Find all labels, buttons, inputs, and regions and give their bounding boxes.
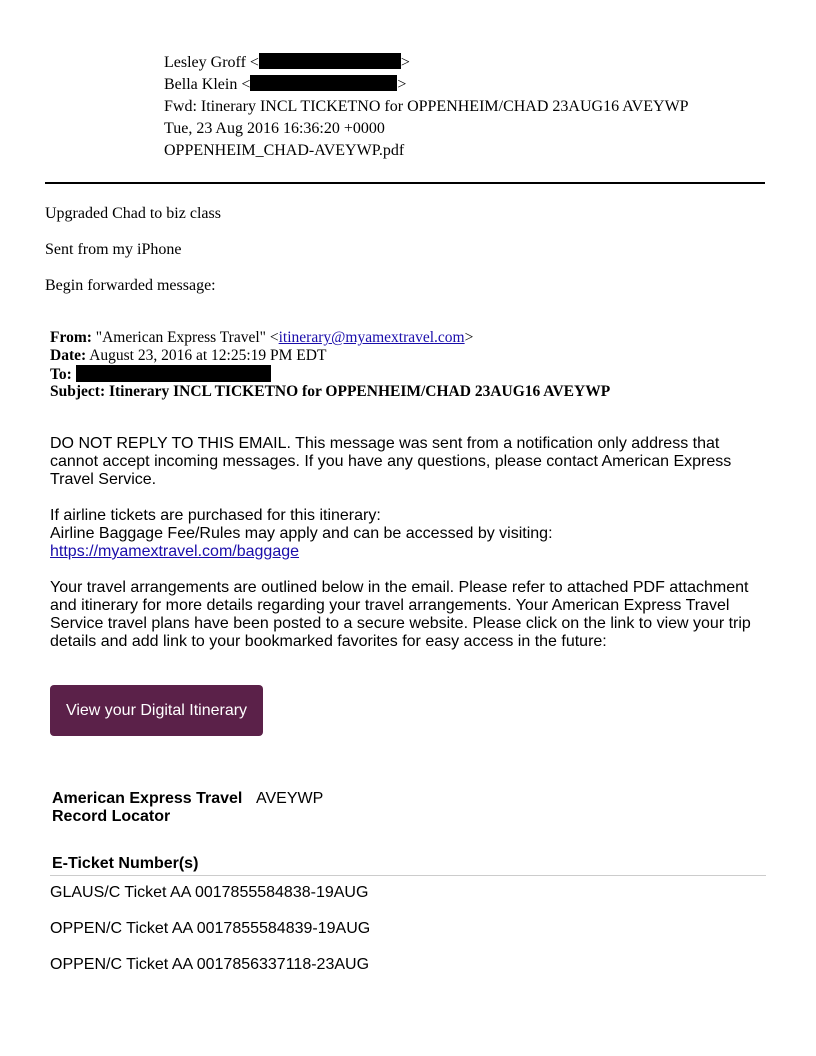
fwd-from-row <box>50 329 473 347</box>
eticket-divider <box>50 875 766 876</box>
header-divider <box>45 182 765 184</box>
arrangements-paragraph <box>50 579 770 651</box>
fwd-to-label: To: <box>50 366 72 383</box>
body-note: Upgraded Chad to biz class <box>45 205 221 222</box>
view-digital-itinerary-button[interactable]: View your Digital Itinerary <box>50 685 263 736</box>
record-locator-label-line-2: Record Locator <box>52 808 171 825</box>
ticket-row: GLAUS/C Ticket AA 0017855584838-19AUG <box>50 884 369 901</box>
date-value: Tue, 23 Aug 2016 16:36:20 +0000 <box>164 120 385 137</box>
baggage-link[interactable]: https://myamextravel.com/baggage <box>50 543 300 560</box>
attachment-file[interactable]: OPPENHEIM_CHAD-AVEYWP.pdf <box>164 142 405 159</box>
eticket-heading: E-Ticket Number(s) <box>52 855 199 872</box>
body-signature: Sent from my iPhone <box>45 241 182 258</box>
to-end-bracket: > <box>397 76 407 93</box>
from-value <box>164 53 410 73</box>
arrangements-text: Your travel arrangements are outlined below in the email. Please refer to attached PDF attachment and itinerary for more details regarding your travel arrangements. Your American Express Travel Service travel plans have been posted to a secure website. Please click on the link to view your trip details and add link to your bookmarked favorites for easy access in the future: <box>50 579 751 650</box>
ticket-row: OPPEN/C Ticket AA 0017855584839-19AUG <box>50 920 371 937</box>
fwd-from-name: "American Express Travel" < <box>95 329 279 346</box>
fwd-from-end-bracket: > <box>464 329 474 346</box>
body-forward-intro: Begin forwarded message: <box>45 277 216 294</box>
fwd-subject-row <box>50 383 610 401</box>
notice-text: DO NOT REPLY TO THIS EMAIL. This message was sent from a notification only address that cannot accept incoming messages. If you have any questions, please contact American Express Travel Service. <box>50 435 732 488</box>
subject-value: Fwd: Itinerary INCL TICKETNO for OPPENHEIM/CHAD 23AUG16 AVEYWP <box>164 98 689 115</box>
redacted-recipient-block <box>76 365 271 382</box>
fwd-to-row <box>50 365 271 384</box>
record-locator-value: AVEYWP <box>256 790 324 807</box>
fwd-date-row <box>50 347 326 365</box>
from-end-bracket: > <box>400 54 410 71</box>
from-name: Lesley Groff < <box>164 54 259 71</box>
notice-paragraph <box>50 435 770 489</box>
fwd-date-label: Date: <box>50 347 87 364</box>
record-locator-label <box>52 790 242 826</box>
fwd-from-label: From: <box>50 329 92 346</box>
baggage-line-2: Airline Baggage Fee/Rules may apply and can be accessed by visiting: <box>50 525 553 542</box>
fwd-date-value: August 23, 2016 at 12:25:19 PM EDT <box>89 347 327 364</box>
record-locator-label-line-1: American Express Travel <box>52 790 243 807</box>
fwd-subject-value: Itinerary INCL TICKETNO for OPPENHEIM/CHAD 23AUG16 AVEYWP <box>108 383 611 400</box>
to-value <box>164 75 406 95</box>
redacted-email-block <box>259 53 401 69</box>
fwd-subject-label: Subject: <box>50 383 106 400</box>
redacted-email-block <box>250 75 397 91</box>
fwd-from-email-link[interactable]: itinerary@myamextravel.com <box>278 329 465 346</box>
to-name: Bella Klein < <box>164 76 251 93</box>
baggage-paragraph <box>50 507 770 561</box>
ticket-row: OPPEN/C Ticket AA 0017856337118-23AUG <box>50 956 370 973</box>
baggage-line-1: If airline tickets are purchased for this itinerary: <box>50 507 381 524</box>
